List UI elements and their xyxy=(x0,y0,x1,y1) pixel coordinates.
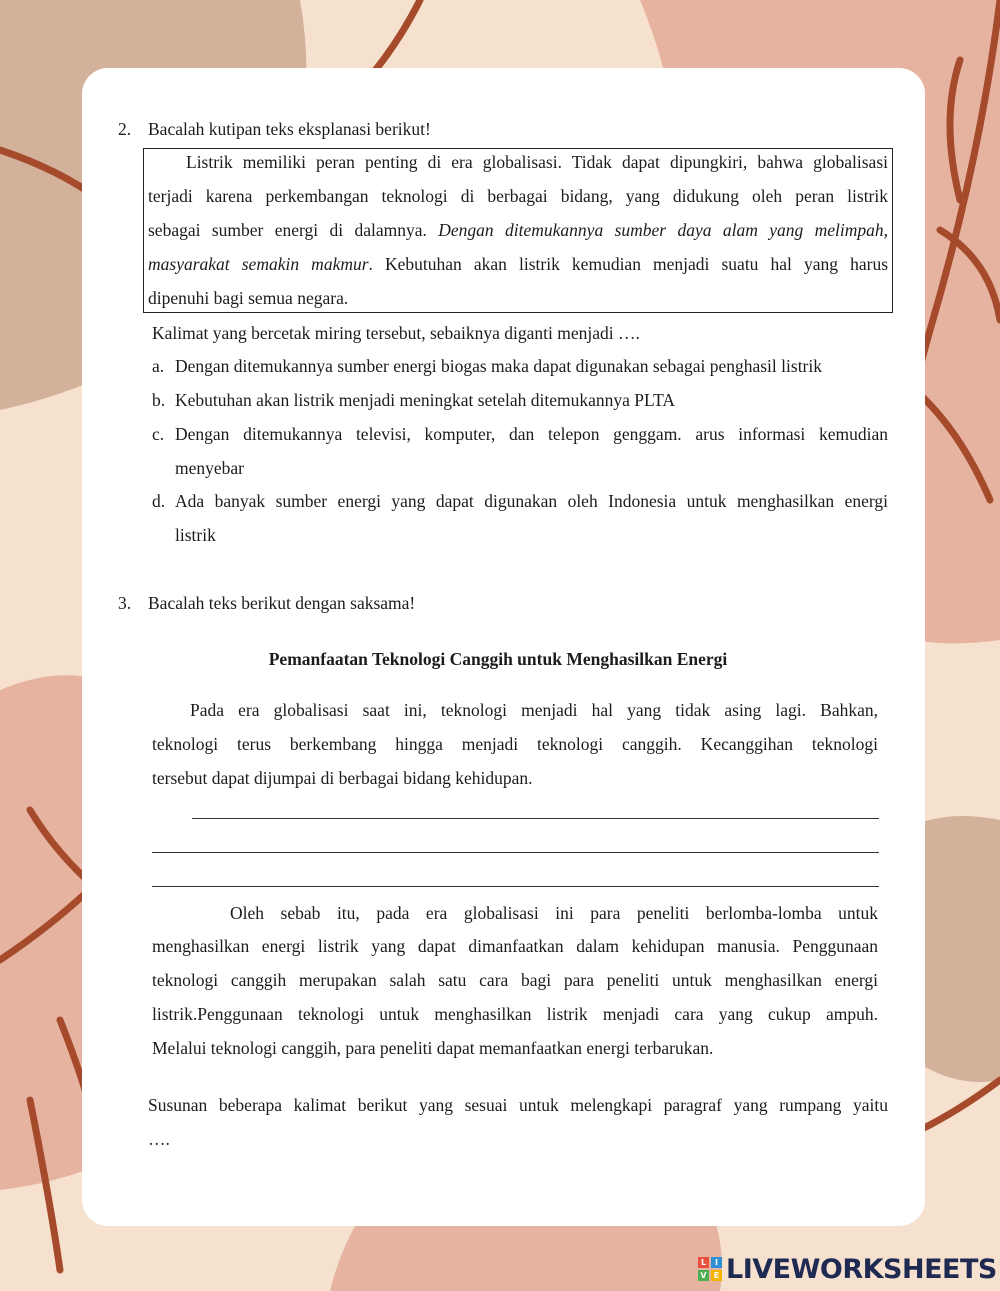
option-b-text[interactable]: Kebutuhan akan listrik menjadi meningkat setelah ditemukannya PLTA xyxy=(175,390,675,410)
quote-line-3-italic: Dengan ditemukannya sumber daya alam yang melimpah, xyxy=(438,220,888,240)
quote-line-4 xyxy=(148,253,888,275)
para2-line-1: Oleh sebab itu, pada era globalisasi ini para peneliti berlomba-lomba untuk xyxy=(230,903,878,923)
quote-line-1: Listrik memiliki peran penting di era globalisasi. Tidak dapat dipungkiri, bahwa globalisasi xyxy=(186,152,888,172)
q3-number: 3. xyxy=(118,593,132,613)
branch-right-bottom xyxy=(920,1080,1000,1130)
logo-mark-e: E xyxy=(711,1270,722,1281)
quote-line-4-italic: masyarakat semakin makmur xyxy=(148,254,369,274)
q2-question: Kalimat yang bercetak miring tersebut, sebaiknya diganti menjadi …. xyxy=(152,323,640,343)
option-b-letter: b. xyxy=(152,390,166,410)
option-c-text-line1[interactable]: Dengan ditemukannya televisi, komputer, dan telepon genggam. arus informasi kemudian xyxy=(175,424,888,444)
blank-line-1 xyxy=(192,818,879,819)
logo-mark-icon xyxy=(698,1257,722,1281)
para1-line-3: tersebut dapat dijumpai di berbagai bidang kehidupan. xyxy=(152,768,533,788)
blank-line-2 xyxy=(152,852,879,853)
quote-line-3-plain: sebagai sumber energi di dalamnya. xyxy=(148,220,439,240)
quote-line-2: terjadi karena perkembangan teknologi di berbagai bidang, yang didukung oleh peran listrik xyxy=(148,186,888,206)
option-d-letter: d. xyxy=(152,491,166,511)
blank-line-3 xyxy=(152,886,879,887)
option-d-text-line1[interactable]: Ada banyak sumber energi yang dapat digunakan oleh Indonesia untuk menghasilkan energi xyxy=(175,491,888,511)
q3-question-line-2: …. xyxy=(148,1129,170,1149)
logo-mark-v: V xyxy=(698,1270,709,1281)
q2-number: 2. xyxy=(118,119,132,139)
para2-line-2: menghasilkan energi listrik yang dapat dimanfaatkan dalam kehidupan manusia. Penggunaan xyxy=(152,936,878,956)
option-c-text-line2[interactable]: menyebar xyxy=(175,458,244,478)
quote-line-5: dipenuhi bagi semua negara. xyxy=(148,288,349,308)
q2-prompt: Bacalah kutipan teks eksplanasi berikut! xyxy=(148,119,431,139)
logo-mark-l: L xyxy=(698,1257,709,1268)
para1-line-1: Pada era globalisasi saat ini, teknologi menjadi hal yang tidak asing lagi. Bahkan, xyxy=(190,700,878,720)
q3-title: Pemanfaatan Teknologi Canggih untuk Menghasilkan Energi xyxy=(268,649,728,669)
quote-line-4-plain: . Kebutuhan akan listrik kemudian menjadi suatu hal yang harus xyxy=(368,254,889,274)
logo-mark-i: I xyxy=(711,1257,722,1268)
para2-line-3: teknologi canggih merupakan salah satu cara bagi para peneliti untuk menghasilkan energi xyxy=(152,970,878,990)
quote-line-3 xyxy=(148,219,888,241)
logo-text: LIVEWORKSHEETS xyxy=(726,1253,997,1285)
para2-line-5: Melalui teknologi canggih, para peneliti dapat memanfaatkan energi terbarukan. xyxy=(152,1038,714,1058)
option-a-letter: a. xyxy=(152,356,165,376)
q3-question-line-1: Susunan beberapa kalimat berikut yang sesuai untuk melengkapi paragraf yang rumpang yaitu xyxy=(148,1095,888,1115)
option-a-text[interactable]: Dengan ditemukannya sumber energi biogas maka dapat digunakan sebagai penghasil listrik xyxy=(175,356,822,376)
para1-line-2: teknologi terus berkembang hingga menjadi teknologi canggih. Kecanggihan teknologi xyxy=(152,734,878,754)
liveworksheets-logo xyxy=(698,1254,997,1284)
para2-line-4: listrik.Penggunaan teknologi untuk menghasilkan listrik menjadi cara yang cukup ampuh. xyxy=(152,1004,878,1024)
option-d-text-line2[interactable]: listrik xyxy=(175,525,216,545)
q3-prompt: Bacalah teks berikut dengan saksama! xyxy=(148,593,416,613)
option-c-letter: c. xyxy=(152,424,165,444)
